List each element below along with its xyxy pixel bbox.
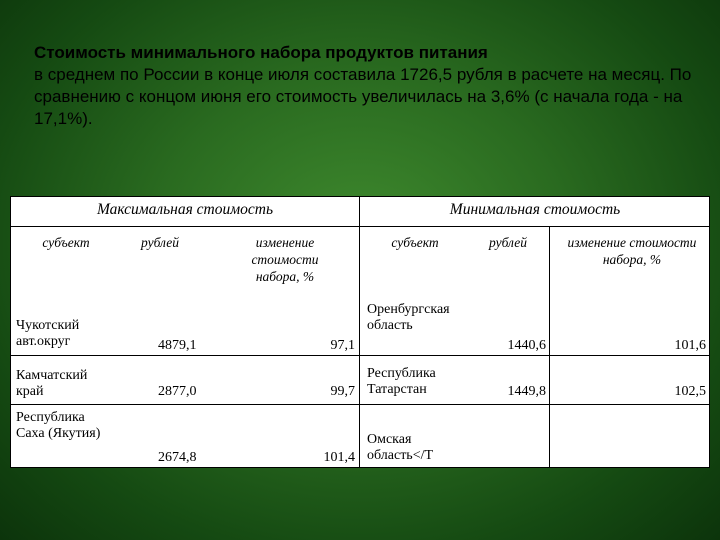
min-region-3: Омская область</Т [367, 432, 434, 463]
min-region-1: Оренбургская область [367, 302, 450, 333]
min-change-1: 101,6 [674, 338, 706, 353]
max-change-1: 97,1 [330, 338, 355, 353]
max-change-col: изменение стоимости набора, % [251, 235, 319, 284]
max-cost-header: Максимальная стоимость [96, 201, 274, 218]
max-rub-2: 2877,0 [158, 384, 197, 399]
slide-heading [34, 42, 694, 130]
max-region-2: Камчатский край [16, 368, 88, 399]
max-region-3: Республика Саха (Якутия) [16, 410, 101, 441]
min-subject-col: субъект [391, 235, 439, 250]
max-region-1: Чукотский авт.округ [16, 318, 80, 349]
max-subject-col: субъект [42, 235, 90, 250]
min-change-2: 102,5 [674, 384, 706, 399]
min-rub-1: 1440,6 [507, 338, 546, 353]
max-rub-1: 4879,1 [158, 338, 197, 353]
min-cost-header: Минимальная стоимость [449, 201, 621, 218]
slide-title: Стоимость минимального набора продуктов питания [34, 43, 488, 62]
max-change-2: 99,7 [330, 384, 355, 399]
min-rubles-col: рублей [489, 235, 527, 250]
max-rub-3: 2674,8 [158, 450, 197, 465]
slide-body-text: в среднем по России в конце июля составила 1726,5 рубля в расчете на месяц. По сравнению с концом июня его стоимость увеличилась на 3,6% (с начала года - на 17,1%). [34, 65, 692, 128]
max-rubles-col: рублей [141, 235, 179, 250]
min-rub-2: 1449,8 [507, 384, 546, 399]
cost-table [10, 196, 710, 468]
max-change-3: 101,4 [323, 450, 355, 465]
min-change-col: изменение стоимости набора, % [567, 235, 697, 267]
min-region-2: Республика Татарстан [367, 366, 436, 397]
